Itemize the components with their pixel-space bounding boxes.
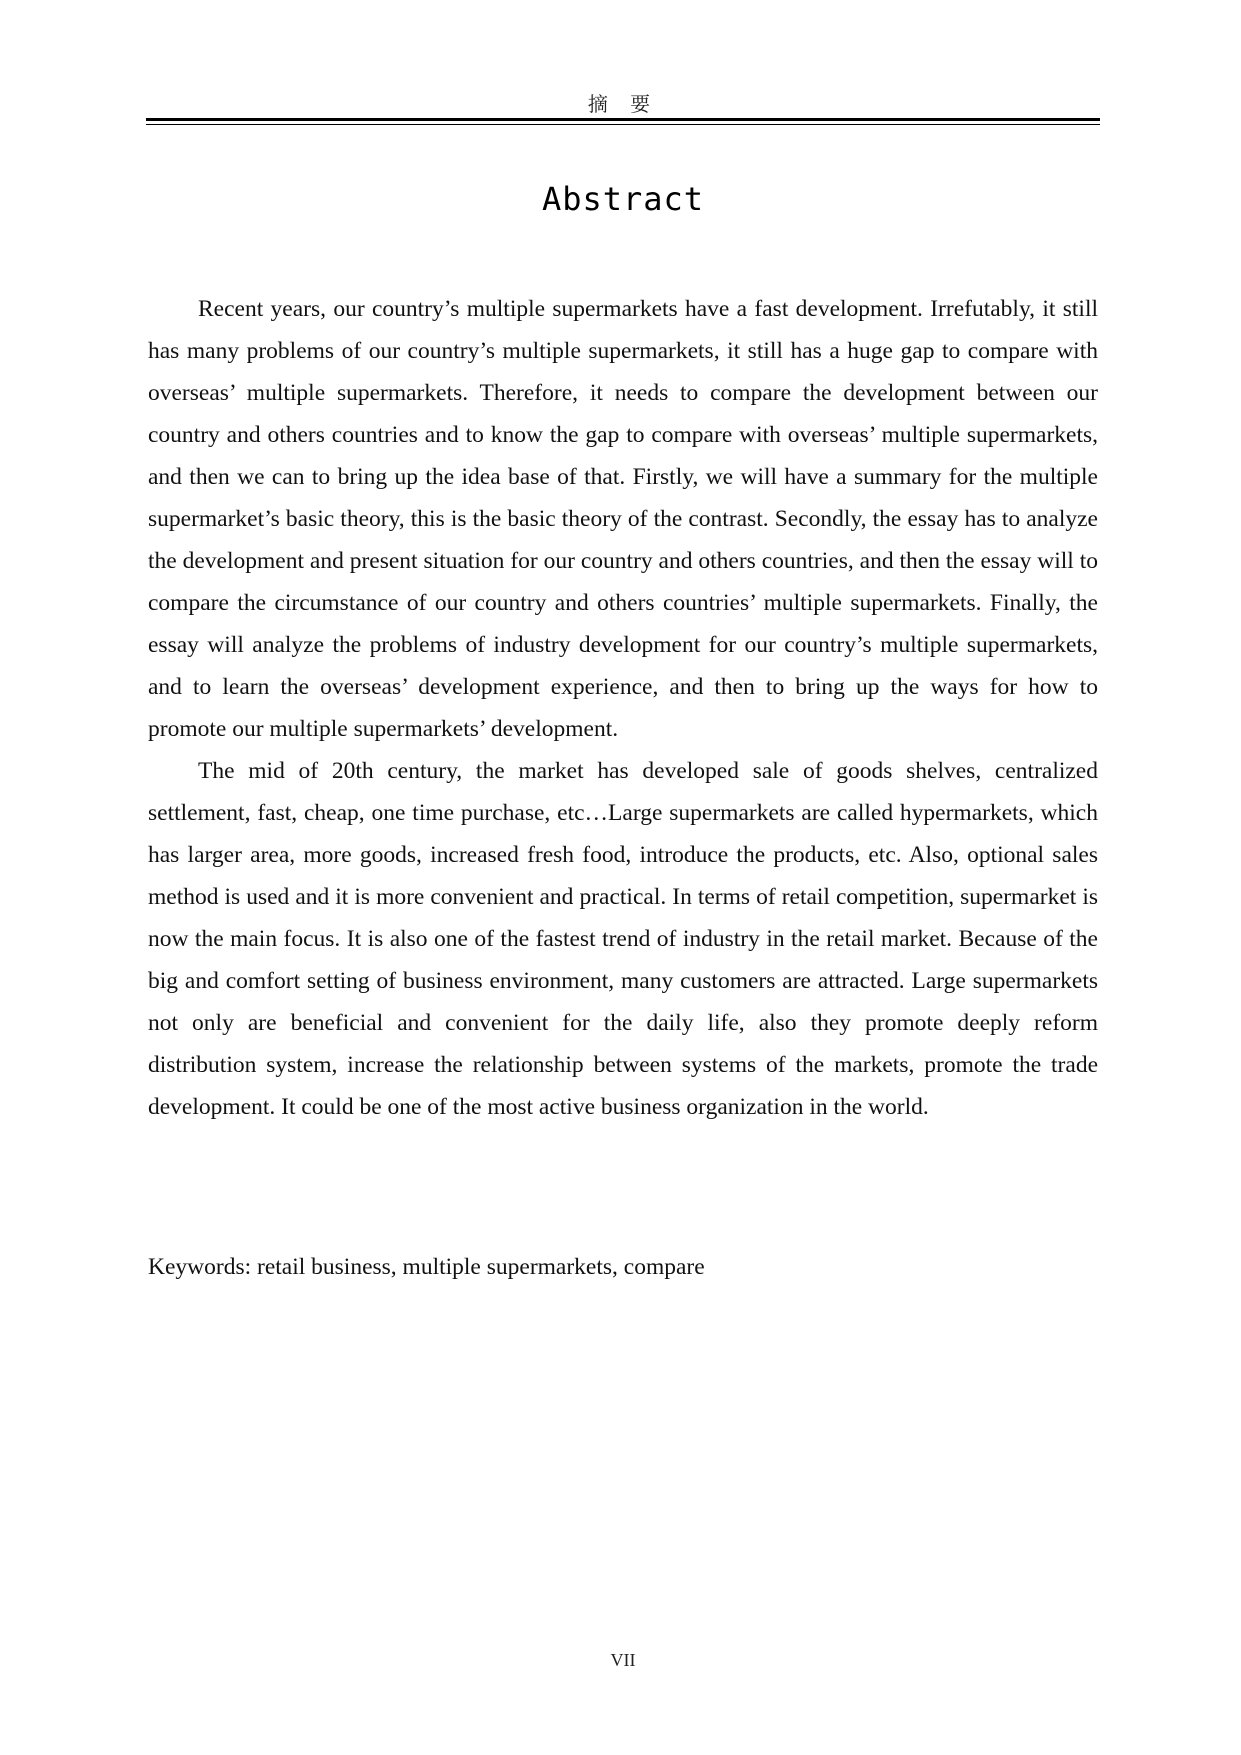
abstract-title: Abstract — [541, 180, 705, 218]
abstract-paragraph-1: Recent years, our country’s multiple supermarkets have a fast development. Irrefutably, it still has many problems of our country’s multiple supermarkets, it still has a huge gap to compare with overseas’ multiple supermarkets. Therefore, it needs to compare the development between our country and others countries and to know the gap to compare with overseas’ multiple supermarkets, and then we can to bring up the idea base of that. Firstly, we will have a summary for the multiple supermarket’s basic theory, this is the basic theory of the contrast. Secondly, the essay has to analyze the development and present situation for our country and others countries, and then the essay will to compare the circumstance of our country and others countries’ multiple supermarkets. Finally, the essay will analyze the problems of industry development for our country’s multiple supermarkets, and to learn the overseas’ development experience, and then to bring up the ways for how to promote our multiple supermarkets’ development. — [148, 296, 1098, 742]
header-rule-thick — [146, 118, 1100, 121]
keywords-line: Keywords: retail business, multiple supermarkets, compare — [148, 1254, 705, 1280]
header-rule-thin — [146, 124, 1100, 125]
page-number: VII — [610, 1650, 636, 1670]
abstract-body — [148, 288, 1098, 1128]
abstract-paragraph-2: The mid of 20th century, the market has developed sale of goods shelves, centralized settlement, fast, cheap, one time purchase, etc…Large supermarkets are called hypermarkets, which has larger area, more goods, increased fresh food, introduce the products, etc. Also, optional sales method is used and it is more convenient and practical. In terms of retail competition, supermarket is now the main focus. It is also one of the fastest trend of industry in the retail market. Because of the big and comfort setting of business environment, many customers are attracted. Large supermarkets not only are beneficial and convenient for the daily life, also they promote deeply reform distribution system, increase the relationship between systems of the markets, promote the trade development. It could be one of the most active business organization in the world. — [148, 758, 1098, 1120]
running-header: 摘 要 — [587, 92, 659, 116]
